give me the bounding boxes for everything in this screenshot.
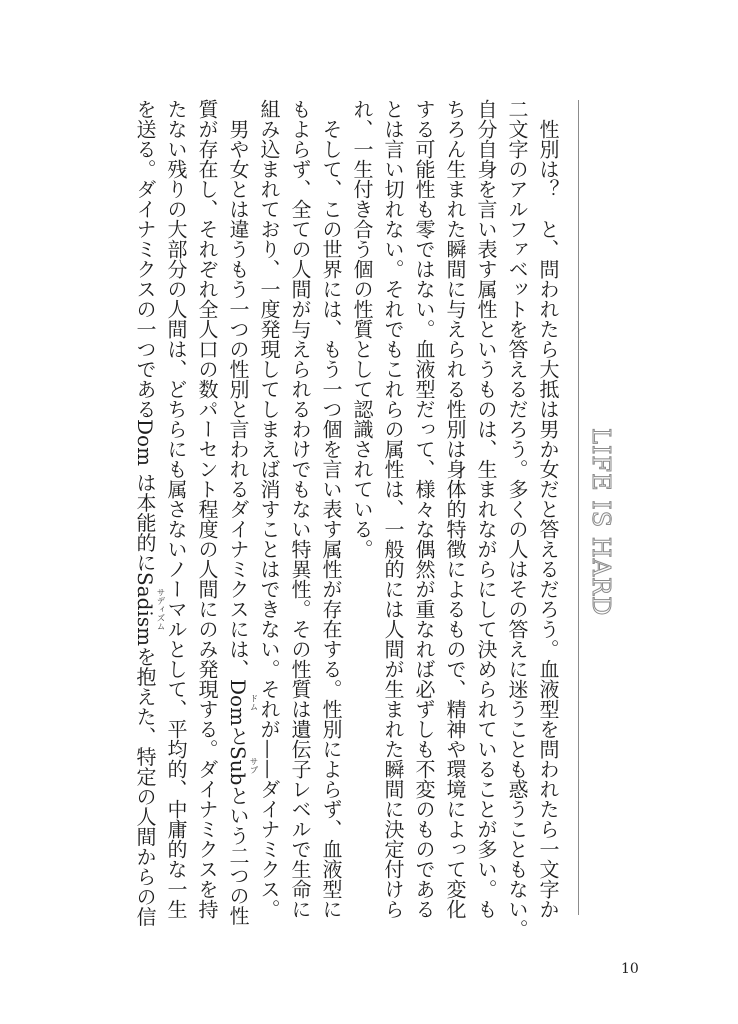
text-column-2 (506, 99, 528, 939)
text-column-1 (537, 99, 559, 919)
column-text: Dom (133, 419, 157, 467)
column-text: 男や女とは違うもう一つの性別と言われるダイナミクスには、 (226, 99, 250, 679)
ruby-base: Sadism (133, 572, 157, 647)
header-rule (578, 100, 579, 915)
column-text: とは言い切れない。それでもこれらの属性は、一般的には人間が生まれた瞬間に決定付けら (381, 99, 405, 919)
page-number: 10 (621, 961, 639, 977)
ruby-base: Sub (226, 746, 250, 786)
column-text: ちろん生まれた瞬間に与えられる性別は身体的特徴によるもので、精神や環境によって変化 (443, 99, 467, 919)
text-column-9 (289, 99, 311, 919)
running-title: LIFE IS HARD (587, 428, 615, 617)
text-column-5 (413, 99, 435, 919)
text-column-12 (196, 99, 218, 919)
column-text: を送る。ダイナミクスの一つである (133, 99, 157, 419)
text-column-3 (475, 99, 497, 919)
ruby-word (226, 746, 258, 786)
column-text: 自分自身を言い表す属性というものは、生まれながらにして決められていることが多い。も (474, 99, 498, 919)
column-text: という二つの性 (226, 785, 250, 926)
text-column-8 (320, 99, 342, 919)
ruby-word (226, 679, 258, 727)
ruby-reading: サブ (248, 757, 258, 775)
column-text: 性別は？ と、問われたら大抵は男か女だと答えるだろう。血液型を問われたら一文字か (536, 99, 560, 919)
ruby-reading: ドム (248, 694, 258, 712)
column-text: れ、一生付き合う個の性質として認識されている。 (350, 99, 374, 559)
text-column-4 (444, 99, 466, 919)
ruby-base: Dom (226, 679, 250, 727)
column-text: する可能性も零ではない。血液型だって、様々な偶然が重なれば必ずしも不変のものである (412, 99, 436, 919)
column-text: 組み込まれており、一度発現してしまえば消すことはできない。それが——ダイナミクス。 (257, 99, 281, 919)
column-text: もよらず、全ての人間が与えられるわけでもない特異性。その性質は遺伝子レベルで生命に (288, 99, 312, 919)
column-text: と (226, 726, 250, 747)
column-text: たない残りの大部分の人間は、どちらにも属さないノーマルとして、平均的、中庸的な一生 (164, 99, 188, 919)
column-text: は本能的に (133, 466, 157, 573)
ruby-reading: サディズム (155, 588, 165, 631)
column-text: 質が存在し、それぞれ全人口の数パーセント程度の人間にのみ発現する。ダイナミクスを持 (195, 99, 219, 919)
text-column-11 (226, 99, 258, 926)
text-column-13 (165, 99, 187, 919)
column-text: 二文字のアルファベットを答えるだろう。多くの人はその答えに迷うことも惑うこともない。 (505, 99, 529, 939)
column-text: そして、この世界には、もう一つ個を言い表す属性が存在する。性別によらず、血液型に (319, 99, 343, 919)
text-column-10 (258, 99, 280, 919)
ruby-word (133, 572, 165, 647)
text-column-6 (382, 99, 404, 919)
text-column-14 (133, 99, 165, 927)
text-column-7 (351, 99, 373, 559)
column-text: を抱えた、特定の人間からの信 (133, 646, 157, 927)
